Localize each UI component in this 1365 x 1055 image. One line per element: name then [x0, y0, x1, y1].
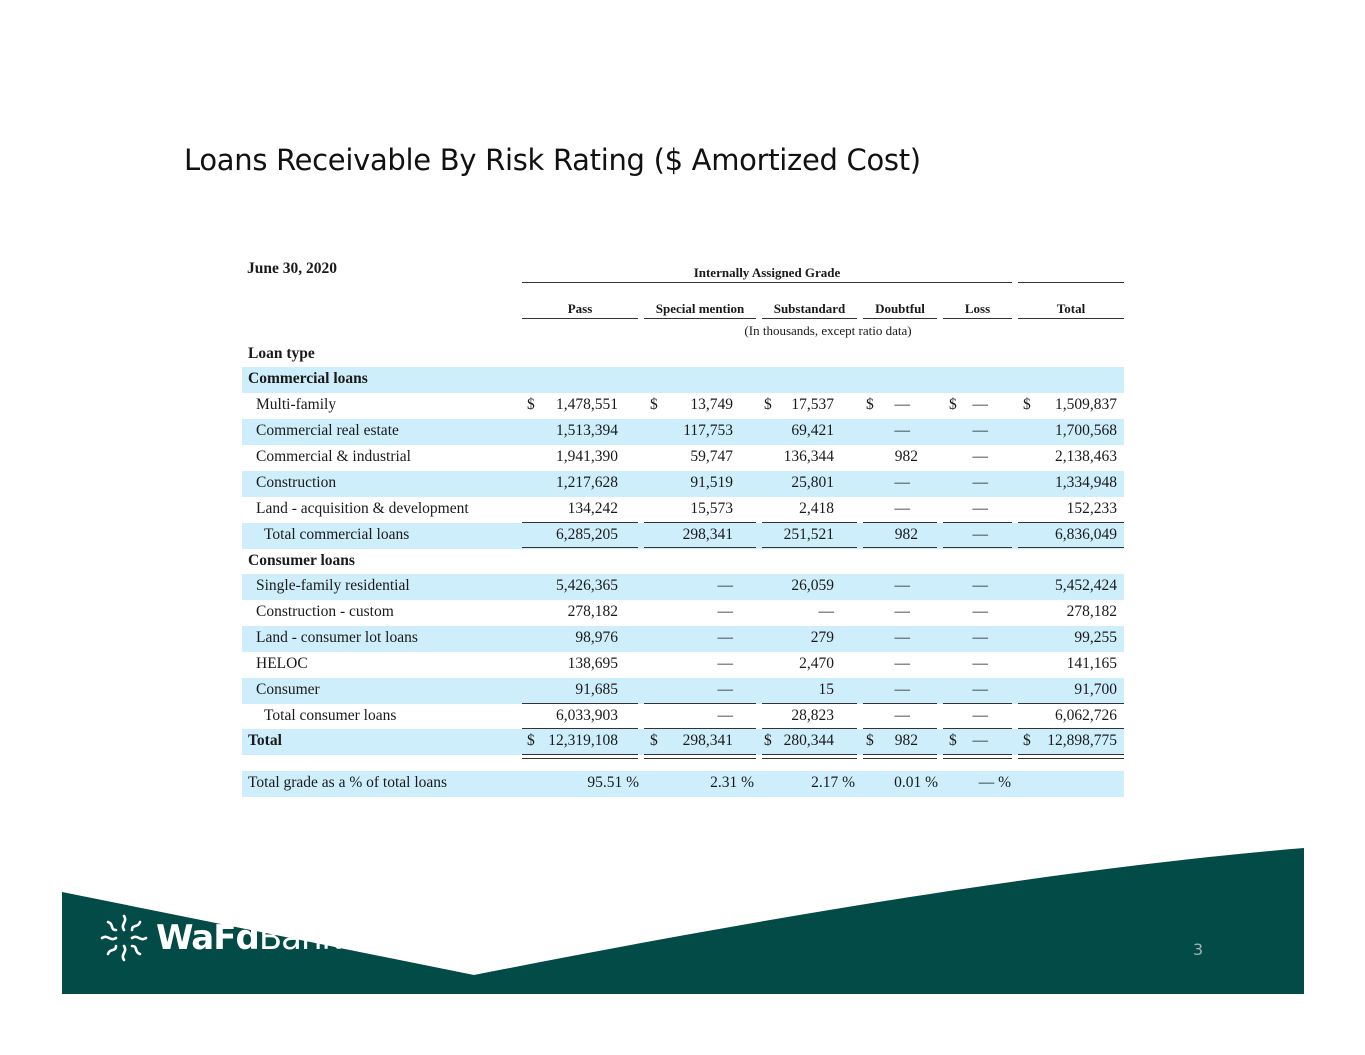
cell-substandard: 2,418: [799, 500, 834, 517]
cell-doubtful: —: [894, 396, 910, 413]
table-row: [242, 471, 1124, 497]
slide-title: Loans Receivable By Risk Rating ($ Amortized Cost): [184, 143, 921, 177]
table-row: [242, 574, 1124, 600]
cell-total: 99,255: [1074, 629, 1117, 646]
commercial-section-row: [242, 367, 1124, 393]
cell-loss: —: [972, 655, 988, 672]
cell-special: —: [717, 629, 733, 646]
double-rule: [522, 754, 638, 759]
rule: [1018, 318, 1124, 319]
cell-total: 6,062,726: [1055, 707, 1117, 724]
consumer-section-label: Consumer loans: [248, 552, 355, 569]
cell-total: 152,233: [1066, 500, 1117, 517]
cell-total: 141,165: [1066, 655, 1117, 672]
rule: [943, 318, 1012, 319]
dollar-sign: $: [866, 396, 874, 413]
cell-special: —: [717, 577, 733, 594]
logo-wordmark: [156, 918, 340, 958]
loan-type-label: Loan type: [248, 345, 315, 362]
row-label: Total: [248, 732, 282, 749]
cell-pass: 6,285,205: [556, 526, 618, 543]
col-header-total: Total: [1056, 301, 1086, 316]
cell-pass: 1,217,628: [556, 474, 618, 491]
table-row: [242, 497, 1124, 523]
rule: [762, 547, 857, 548]
table-row-grand-total: [242, 729, 1124, 755]
cell-substandard: 2,470: [799, 655, 834, 672]
rule: [522, 547, 638, 548]
cell-loss: —: [972, 448, 988, 465]
rule: [863, 318, 937, 319]
cell-pass: 1,513,394: [556, 422, 618, 439]
cell-loss: —: [972, 603, 988, 620]
cell-doubtful: —: [894, 474, 910, 491]
dollar-sign: $: [949, 396, 957, 413]
cell-substandard: 136,344: [783, 448, 834, 465]
row-label: Commercial & industrial: [256, 448, 411, 465]
group-header: Internally Assigned Grade: [693, 265, 841, 280]
cell-loss: —: [972, 577, 988, 594]
dollar-sign: $: [764, 732, 772, 749]
cell-pass: 5,426,365: [556, 577, 618, 594]
row-label: Multi-family: [256, 396, 337, 413]
cell-total: 1,334,948: [1055, 474, 1117, 491]
loan-type-row: [242, 342, 1124, 368]
dollar-sign: $: [527, 396, 535, 413]
cell-loss: —: [972, 681, 988, 698]
table-row-percentages: [242, 771, 1124, 797]
cell-pass: 134,242: [567, 500, 618, 517]
cell-substandard: 279: [810, 629, 834, 646]
cell-total: 12,898,775: [1047, 732, 1117, 749]
cell-special: 15,573: [690, 500, 733, 517]
cell-loss: —: [972, 474, 988, 491]
cell-substandard: 2.17 %: [811, 774, 855, 791]
rule: [522, 282, 1012, 283]
cell-loss: —: [972, 500, 988, 517]
consumer-section-row: [242, 549, 1124, 575]
cell-pass: 138,695: [567, 655, 618, 672]
table-row: [242, 393, 1124, 419]
table-row: [242, 523, 1124, 549]
cell-loss: —: [972, 629, 988, 646]
col-header-pass: Pass: [567, 301, 593, 316]
row-label: Commercial real estate: [256, 422, 399, 439]
cell-special: —: [717, 681, 733, 698]
table-row: [242, 678, 1124, 704]
row-label: Land - acquisition & development: [256, 500, 469, 517]
page-number: 3: [1193, 940, 1204, 959]
cell-doubtful: —: [894, 500, 910, 517]
cell-special: 298,341: [682, 732, 733, 749]
col-header-doubtful: Doubtful: [875, 301, 925, 316]
cell-total: 1,700,568: [1055, 422, 1117, 439]
cell-loss: —: [972, 732, 988, 749]
cell-total: 1,509,837: [1055, 396, 1117, 413]
commercial-section-label: Commercial loans: [248, 370, 368, 387]
cell-substandard: 25,801: [791, 474, 834, 491]
cell-special: 13,749: [690, 396, 733, 413]
cell-substandard: 28,823: [791, 707, 834, 724]
rule: [1018, 282, 1124, 283]
dollar-sign: $: [866, 732, 874, 749]
cell-substandard: 251,521: [783, 526, 834, 543]
rule: [943, 547, 1012, 548]
cell-substandard: 26,059: [791, 577, 834, 594]
cell-doubtful: —: [894, 603, 910, 620]
cell-doubtful: 0.01 %: [894, 774, 938, 791]
cell-pass: 95.51 %: [587, 774, 639, 791]
rule: [1018, 547, 1124, 548]
double-rule: [762, 754, 857, 759]
cell-pass: 1,478,551: [556, 396, 618, 413]
logo-regular-text: Bank: [258, 918, 341, 958]
double-rule: [1018, 754, 1124, 759]
cell-total: 278,182: [1066, 603, 1117, 620]
cell-pass: 1,941,390: [556, 448, 618, 465]
table-date: June 30, 2020: [247, 260, 337, 277]
cell-loss: —: [972, 422, 988, 439]
cell-loss: —: [972, 707, 988, 724]
table-row: [242, 626, 1124, 652]
table-row: [242, 600, 1124, 626]
double-rule: [644, 754, 756, 759]
cell-special: 59,747: [690, 448, 733, 465]
cell-total: 2,138,463: [1055, 448, 1117, 465]
row-label: Construction: [256, 474, 337, 491]
table-row: [242, 445, 1124, 471]
cell-doubtful: —: [894, 422, 910, 439]
cell-substandard: 280,344: [783, 732, 834, 749]
cell-pass: 91,685: [575, 681, 618, 698]
cell-special: 91,519: [690, 474, 733, 491]
dollar-sign: $: [527, 732, 535, 749]
dollar-sign: $: [764, 396, 772, 413]
wafd-bank-logo: [98, 912, 340, 964]
cell-doubtful: —: [894, 681, 910, 698]
cell-special: 117,753: [683, 422, 733, 439]
cell-doubtful: —: [894, 655, 910, 672]
col-header-special-mention: Special mention: [655, 301, 745, 316]
cell-doubtful: —: [894, 707, 910, 724]
cell-doubtful: 982: [894, 448, 918, 465]
row-label: HELOC: [256, 655, 308, 672]
cell-pass: 6,033,903: [556, 707, 618, 724]
cell-total: 6,836,049: [1055, 526, 1117, 543]
logo-bold-text: WaFd: [156, 918, 259, 958]
cell-substandard: —: [818, 603, 834, 620]
table-row: [242, 704, 1124, 730]
cell-loss: —: [972, 526, 988, 543]
cell-substandard: 15: [818, 681, 834, 698]
cell-pass: 98,976: [575, 629, 618, 646]
cell-special: —: [717, 707, 733, 724]
row-label: Land - consumer lot loans: [256, 629, 418, 646]
rule: [762, 318, 857, 319]
cell-doubtful: 982: [894, 526, 918, 543]
dollar-sign: $: [1023, 732, 1031, 749]
rule: [644, 318, 756, 319]
rule: [522, 318, 638, 319]
row-label: Construction - custom: [256, 603, 394, 620]
row-label: Consumer: [256, 681, 320, 698]
cell-doubtful: —: [894, 577, 910, 594]
cell-loss: —: [972, 396, 988, 413]
double-rule: [943, 754, 1012, 759]
units-note: (In thousands, except ratio data): [744, 323, 912, 338]
cell-special: 298,341: [682, 526, 733, 543]
cell-substandard: 17,537: [791, 396, 834, 413]
cell-special: 2.31 %: [710, 774, 754, 791]
wafd-emblem-icon: [98, 912, 150, 964]
cell-pass: 12,319,108: [548, 732, 618, 749]
cell-special: —: [717, 655, 733, 672]
row-label: Total consumer loans: [264, 707, 397, 724]
row-label: Total commercial loans: [264, 526, 410, 543]
col-header-substandard: Substandard: [773, 301, 846, 316]
row-label: Single-family residential: [256, 577, 410, 594]
cell-total: 91,700: [1074, 681, 1117, 698]
dollar-sign: $: [650, 396, 658, 413]
cell-doubtful: —: [894, 629, 910, 646]
rule: [644, 547, 756, 548]
cell-doubtful: 982: [894, 732, 918, 749]
double-rule: [863, 754, 937, 759]
dollar-sign: $: [1023, 396, 1031, 413]
dollar-sign: $: [650, 732, 658, 749]
cell-substandard: 69,421: [791, 422, 834, 439]
table-row: [242, 419, 1124, 445]
dollar-sign: $: [949, 732, 957, 749]
table-row: [242, 652, 1124, 678]
cell-total: 5,452,424: [1055, 577, 1117, 594]
cell-special: —: [717, 603, 733, 620]
col-header-loss: Loss: [964, 301, 991, 316]
row-label: Total grade as a % of total loans: [248, 774, 448, 791]
cell-pass: 278,182: [567, 603, 618, 620]
rule: [863, 547, 937, 548]
cell-loss: — %: [978, 774, 1011, 791]
